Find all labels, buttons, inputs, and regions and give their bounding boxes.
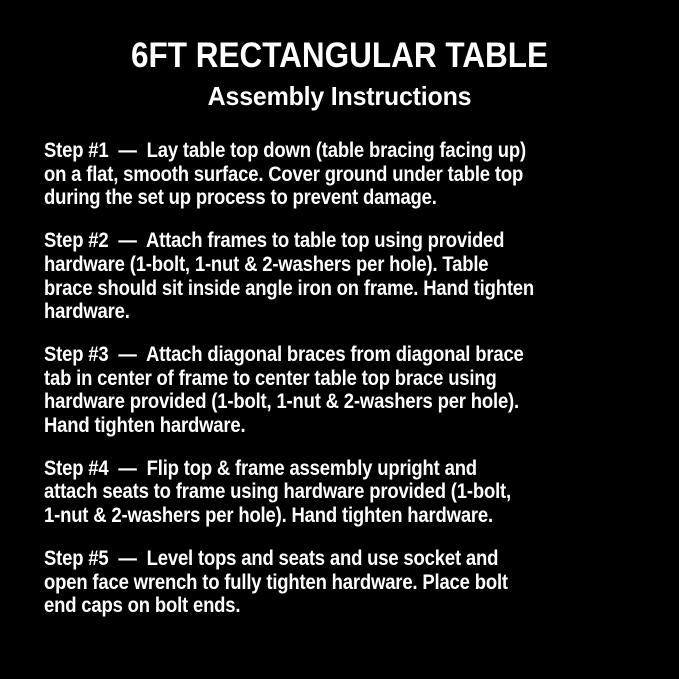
steps-list [0,139,679,618]
step-line: brace should sit inside angle iron on frame. Hand tighten [44,276,535,300]
step-line: Step #4 — Flip top & frame assembly upright and [44,456,477,480]
step-line: hardware. [44,300,130,324]
step-paragraph-1 [44,139,594,210]
step-line: Hand tighten hardware. [44,414,246,438]
step-line: end caps on bolt ends. [44,594,241,618]
step-line: Step #2 — Attach frames to table top using provided [44,229,505,253]
step-line: Step #1 — Lay table top down (table bracing facing up) [44,139,526,162]
step-line: open face wrench to fully tighten hardware. Place bolt [44,570,508,594]
step-line: during the set up process to prevent damage. [44,186,437,210]
step-paragraph-4 [44,457,594,528]
step-line: hardware provided (1-bolt, 1-nut & 2-washers per hole). [44,390,519,414]
step-line: Step #3 — Attach diagonal braces from diagonal brace [44,342,524,366]
step-paragraph-2 [44,229,594,324]
step-line: tab in center of frame to center table top brace using [44,366,497,390]
step-line: on a flat, smooth surface. Cover ground under table top [44,162,524,186]
page-title: 6FT RECTANGULAR TABLE [130,36,549,75]
step-line: 1-nut & 2-washers per hole). Hand tighten hardware. [44,504,493,528]
page-subtitle: Assembly Instructions [207,81,472,111]
step-paragraph-5 [44,547,594,618]
step-paragraph-3 [44,343,594,438]
step-line: Step #5 — Level tops and seats and use socket and [44,546,499,570]
step-line: attach seats to frame using hardware provided (1-bolt, [44,480,511,504]
step-line: hardware (1-bolt, 1-nut & 2-washers per hole). Table [44,252,489,276]
